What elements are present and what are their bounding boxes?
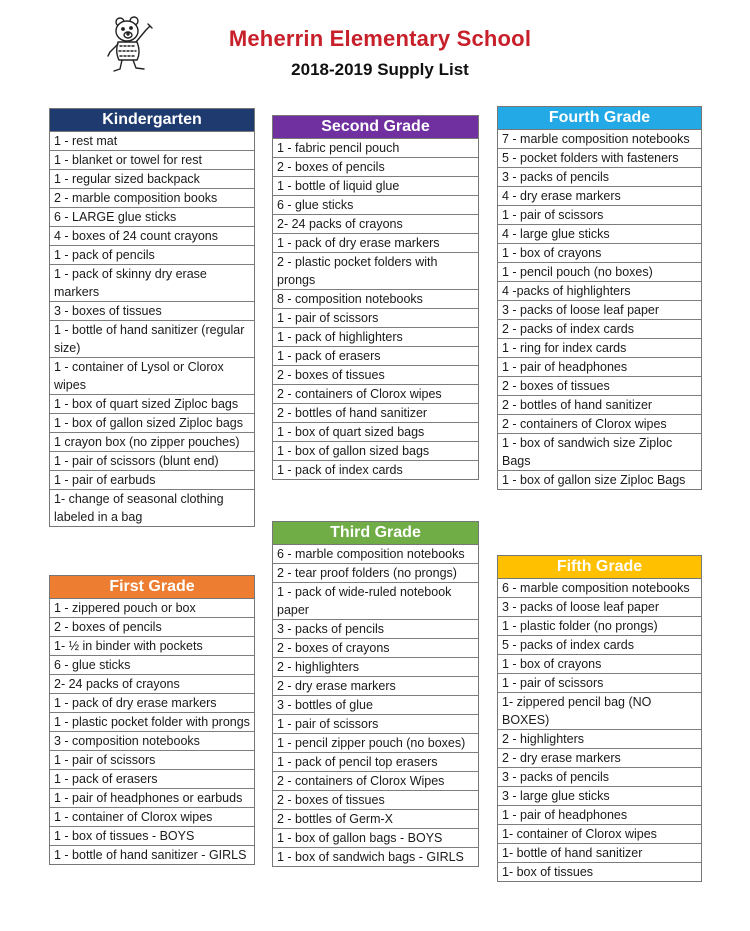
supply-item: 8 - composition notebooks xyxy=(273,290,478,309)
supply-item: 1 - regular sized backpack xyxy=(50,170,254,189)
supply-item: 1 - box of sandwich bags - GIRLS xyxy=(277,850,464,864)
fourth-grade-heading: Fourth Grade xyxy=(498,107,701,130)
supply-item: 2 - dry erase markers xyxy=(273,677,478,696)
supply-item: 1 - pair of scissors xyxy=(50,751,254,770)
supply-item: 2 - dry erase markers xyxy=(498,749,701,768)
supply-item: 1 - box of sandwich size Ziploc Bags xyxy=(498,434,701,471)
fifth-grade-heading: Fifth Grade xyxy=(498,556,701,579)
supply-item: 1 - box of crayons xyxy=(498,655,701,674)
supply-item: 1 - box of crayons xyxy=(498,244,701,263)
supply-item: 7 - marble composition notebooks xyxy=(498,130,701,149)
supply-item: 1 - container of Clorox wipes xyxy=(50,808,254,827)
supply-item: 1 - pack of erasers xyxy=(50,770,254,789)
supply-item: 2- 24 packs of crayons xyxy=(50,675,254,694)
supply-item: 1 - rest mat xyxy=(50,132,254,151)
supply-item: 2 - tear proof folders (no prongs) xyxy=(273,564,478,583)
supply-item: 1 - bottle of hand sanitizer - GIRLS xyxy=(54,848,247,862)
supply-item: 2- 24 packs of crayons xyxy=(273,215,478,234)
third-grade-heading: Third Grade xyxy=(273,522,478,545)
kindergarten-list xyxy=(49,108,255,527)
supply-item: 6 - marble composition notebooks xyxy=(273,545,478,564)
supply-item: 1 - pair of scissors xyxy=(273,309,478,328)
supply-item: 2 - packs of index cards xyxy=(498,320,701,339)
fourth-grade-list xyxy=(497,106,702,490)
supply-item: 3 - large glue sticks xyxy=(498,787,701,806)
supply-item: 2 - boxes of tissues xyxy=(273,791,478,810)
supply-item: 1 - box of quart sized Ziploc bags xyxy=(50,395,254,414)
supply-item: 1 - container of Lysol or Clorox wipes xyxy=(50,358,254,395)
supply-item: 1 - box of tissues - BOYS xyxy=(50,827,254,846)
supply-item: 1 - pencil zipper pouch (no boxes) xyxy=(273,734,478,753)
supply-item: 1- box of tissues xyxy=(502,865,594,879)
supply-item: 5 - packs of index cards xyxy=(498,636,701,655)
supply-item: 4 - dry erase markers xyxy=(498,187,701,206)
supply-item: 1 - pack of index cards xyxy=(277,463,403,477)
supply-item: 1 - pair of scissors xyxy=(273,715,478,734)
supply-item: 1 - pack of wide-ruled notebook paper xyxy=(273,583,478,620)
supply-item: 3 - packs of pencils xyxy=(498,168,701,187)
supply-item: 1 - box of gallon sized Ziploc bags xyxy=(50,414,254,433)
supply-item: 2 - bottles of Germ-X xyxy=(273,810,478,829)
supply-item: 6 - glue sticks xyxy=(273,196,478,215)
supply-item: 1- container of Clorox wipes xyxy=(498,825,701,844)
supply-item: 1 - pair of earbuds xyxy=(50,471,254,490)
supply-item: 3 - packs of loose leaf paper xyxy=(498,598,701,617)
supply-item: 6 - marble composition notebooks xyxy=(498,579,701,598)
supply-item: 1 crayon box (no zipper pouches) xyxy=(50,433,254,452)
supply-item: 1 - bottle of liquid glue xyxy=(273,177,478,196)
supply-item: 2 - boxes of tissues xyxy=(273,366,478,385)
supply-item: 1 - pair of headphones xyxy=(498,806,701,825)
supply-item: 2 - plastic pocket folders with prongs xyxy=(273,253,478,290)
supply-item: 2 - containers of Clorox wipes xyxy=(498,415,701,434)
supply-item: 1 - pair of headphones xyxy=(498,358,701,377)
supply-item: 1 - box of gallon bags - BOYS xyxy=(273,829,478,848)
supply-item: 1 - pack of skinny dry erase markers xyxy=(50,265,254,302)
supply-item: 1 - bottle of hand sanitizer (regular size) xyxy=(50,321,254,358)
cartoon-mascot-icon xyxy=(100,12,160,74)
supply-item: 2 - boxes of pencils xyxy=(273,158,478,177)
supply-item: 5 - pocket folders with fasteners xyxy=(498,149,701,168)
supply-item: 3 - bottles of glue xyxy=(273,696,478,715)
first-grade-heading: First Grade xyxy=(50,576,254,599)
supply-item: 1- zippered pencil bag (NO BOXES) xyxy=(498,693,701,730)
supply-item: 1 - box of gallon sized bags xyxy=(273,442,478,461)
second-grade-heading: Second Grade xyxy=(273,116,478,139)
supply-item: 1 - pair of headphones or earbuds xyxy=(50,789,254,808)
supply-item: 2 - containers of Clorox Wipes xyxy=(273,772,478,791)
supply-item: 3 - packs of pencils xyxy=(498,768,701,787)
supply-item: 1 - pack of pencil top erasers xyxy=(273,753,478,772)
supply-item: 2 - marble composition books xyxy=(50,189,254,208)
kindergarten-heading: Kindergarten xyxy=(50,109,254,132)
supply-item: 2 - boxes of crayons xyxy=(273,639,478,658)
third-grade-list xyxy=(272,521,479,867)
supply-item: 1 - box of gallon size Ziploc Bags xyxy=(502,473,686,487)
supply-item: 1- bottle of hand sanitizer xyxy=(498,844,701,863)
supply-item: 1 - ring for index cards xyxy=(498,339,701,358)
supply-item: 1 - pack of dry erase markers xyxy=(50,694,254,713)
supply-item: 2 - boxes of tissues xyxy=(498,377,701,396)
school-name: Meherrin Elementary School xyxy=(228,26,532,51)
supply-item: 1- change of seasonal clothing labeled in a bag xyxy=(54,492,224,524)
supply-item: 1 - pack of erasers xyxy=(273,347,478,366)
supply-item: 3 - boxes of tissues xyxy=(50,302,254,321)
supply-item: 1 - blanket or towel for rest xyxy=(50,151,254,170)
supply-item: 4 - boxes of 24 count crayons xyxy=(50,227,254,246)
supply-item: 1 - zippered pouch or box xyxy=(50,599,254,618)
supply-item: 1 - pair of scissors xyxy=(498,206,701,225)
supply-item: 1 - pencil pouch (no boxes) xyxy=(498,263,701,282)
fifth-grade-list xyxy=(497,555,702,882)
supply-item: 4 -packs of highlighters xyxy=(498,282,701,301)
supply-item: 2 - highlighters xyxy=(273,658,478,677)
supply-item: 1 - pair of scissors (blunt end) xyxy=(50,452,254,471)
supply-item: 1- ½ in binder with pockets xyxy=(50,637,254,656)
supply-item: 2 - boxes of pencils xyxy=(50,618,254,637)
supply-item: 1 - pack of highlighters xyxy=(273,328,478,347)
supply-item: 6 - glue sticks xyxy=(50,656,254,675)
supply-item: 1 - plastic folder (no prongs) xyxy=(498,617,701,636)
supply-item: 2 - containers of Clorox wipes xyxy=(273,385,478,404)
supply-list-year: 2018-2019 Supply List xyxy=(291,60,469,79)
supply-item: 3 - composition notebooks xyxy=(50,732,254,751)
supply-item: 3 - packs of loose leaf paper xyxy=(498,301,701,320)
supply-item: 1 - box of quart sized bags xyxy=(273,423,478,442)
supply-item: 1 - pack of pencils xyxy=(50,246,254,265)
supply-item: 3 - packs of pencils xyxy=(273,620,478,639)
supply-item: 6 - LARGE glue sticks xyxy=(50,208,254,227)
supply-item: 1 - fabric pencil pouch xyxy=(273,139,478,158)
supply-item: 1 - pair of scissors xyxy=(498,674,701,693)
supply-item: 2 - bottles of hand sanitizer xyxy=(498,396,701,415)
supply-item: 4 - large glue sticks xyxy=(498,225,701,244)
supply-item: 1 - pack of dry erase markers xyxy=(273,234,478,253)
supply-item: 2 - highlighters xyxy=(498,730,701,749)
supply-item: 2 - bottles of hand sanitizer xyxy=(273,404,478,423)
second-grade-list xyxy=(272,115,479,480)
supply-item: 1 - plastic pocket folder with prongs xyxy=(50,713,254,732)
first-grade-list xyxy=(49,575,255,865)
